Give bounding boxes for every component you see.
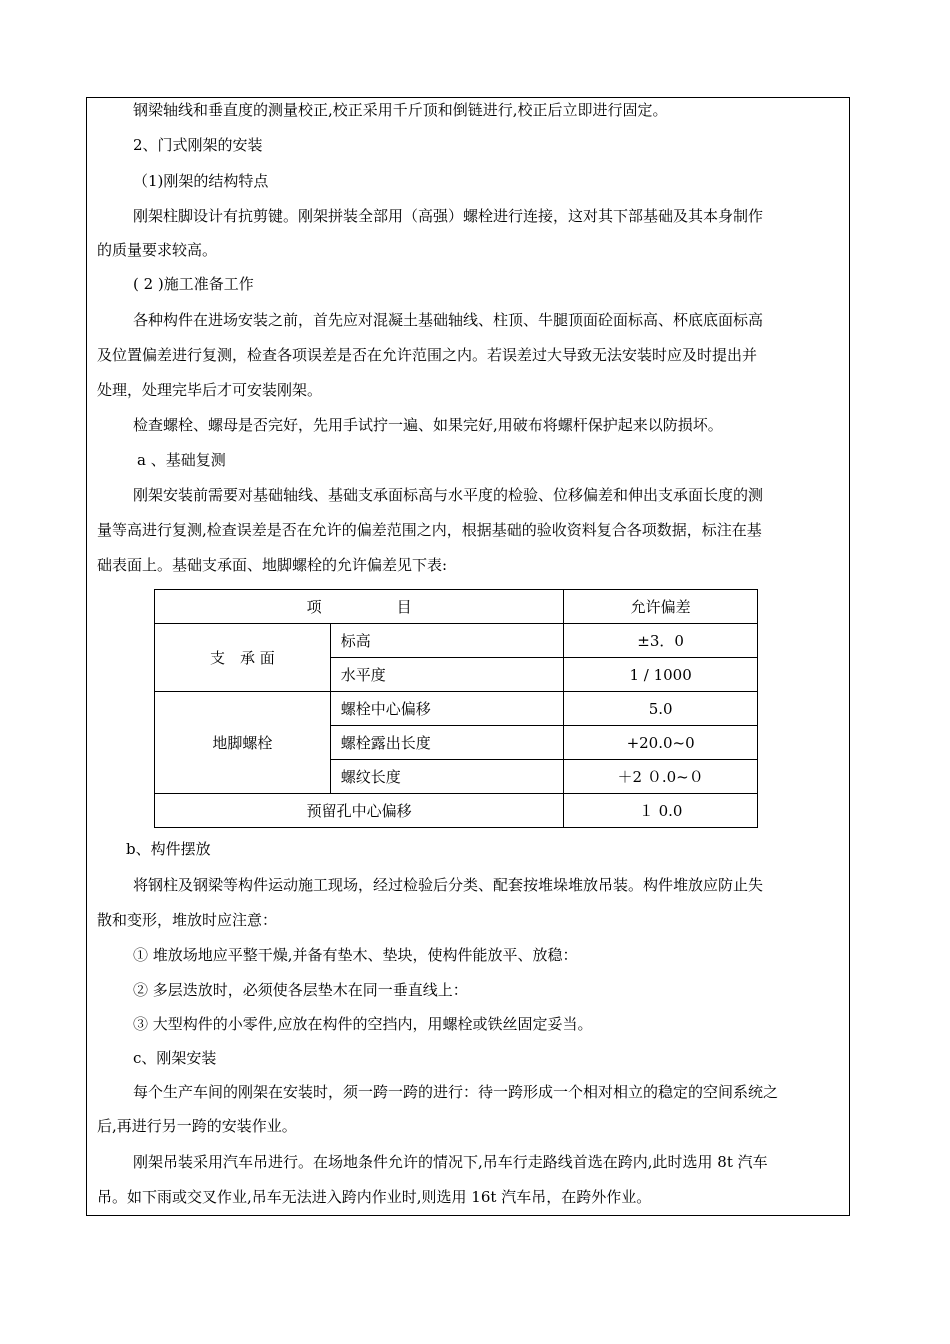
- paragraph-line: 及位置偏差进行复测，检查各项误差是否在允许范围之内。若误差过大导致无法安装时应及时提出并: [97, 346, 758, 364]
- list-item: ① 堆放场地应平整干燥,并备有垫木、垫块，使构件能放平、放稳：: [133, 946, 578, 964]
- subsection-heading: ( 2 )施工准备工作: [133, 275, 254, 293]
- paragraph-line: 础表面上。基础支承面、地脚螺栓的允许偏差见下表:: [97, 556, 448, 574]
- table-row: [155, 624, 758, 658]
- paragraph-line: 各种构件在进场安装之前，首先应对混凝土基础轴线、柱顶、牛腿顶面砼面标高、杯底底面标高: [133, 311, 764, 329]
- paragraph-line: 处理，处理完毕后才可安装刚架。: [97, 381, 323, 399]
- item-heading: b、构件摆放: [126, 840, 211, 858]
- section-heading: 2、门式刚架的安装: [133, 136, 263, 154]
- paragraph-line: 检查螺栓、螺母是否完好，先用手试拧一遍、如果完好,用破布将螺杆保护起来以防损坏。: [133, 416, 723, 434]
- subsection-heading: （1)刚架的结构特点: [133, 172, 269, 190]
- table-row: [155, 692, 758, 726]
- table-tolerance-cell: 5.0: [564, 692, 758, 726]
- paragraph-line: 吊。如下雨或交叉作业,吊车无法进入跨内作业时,则选用 16t 汽车吊，在跨外作业。: [97, 1188, 652, 1206]
- table-item-cell: 螺栓露出长度: [330, 726, 564, 760]
- table-item-cell: 螺栓中心偏移: [330, 692, 564, 726]
- item-heading: c、刚架安装: [133, 1049, 217, 1067]
- paragraph-line: 每个生产车间的刚架在安装时，须一跨一跨的进行：待一跨形成一个相对相立的稳定的空间系统之: [133, 1083, 779, 1101]
- paragraph-line: 将钢柱及钢梁等构件运动施工现场，经过检验后分类、配套按堆垛堆放吊装。构件堆放应防止失: [133, 876, 764, 894]
- paragraph-line: 的质量要求较高。: [97, 241, 218, 259]
- table-item-cell: 螺纹长度: [330, 760, 564, 794]
- table-item-cell: 标高: [330, 624, 564, 658]
- list-item: ② 多层迭放时，必须使各层垫木在同一垂直线上：: [133, 981, 468, 999]
- tolerance-table: [154, 589, 758, 828]
- table-item-cell: 水平度: [330, 658, 564, 692]
- table-tolerance-cell: ±3．0: [564, 624, 758, 658]
- paragraph-line: 后,再进行另一跨的安装作业。: [97, 1117, 297, 1135]
- table-tolerance-cell: １ 0.0: [564, 794, 758, 828]
- table-header-item: 项 目: [155, 590, 564, 624]
- table-group-cell: 地脚螺栓: [155, 692, 331, 794]
- table-row: [155, 794, 758, 828]
- table-item-cell: 预留孔中心偏移: [155, 794, 564, 828]
- table-group-cell: 支 承 面: [155, 624, 331, 692]
- list-item: ③ 大型构件的小零件,应放在构件的空挡内，用螺栓或铁丝固定妥当。: [133, 1015, 593, 1033]
- table-tolerance-cell: +20.0~0: [564, 726, 758, 760]
- table-header-tolerance: 允许偏差: [564, 590, 758, 624]
- paragraph-line: 量等高进行复测,检查误差是否在允许的偏差范围之内，根据基础的验收资料复合各项数据，标注在基: [97, 521, 762, 539]
- paragraph-line: 刚架吊装采用汽车吊进行。在场地条件允许的情况下,吊车行走路线首选在跨内,此时选用 8t 汽车: [133, 1153, 768, 1171]
- paragraph-line: 钢梁轴线和垂直度的测量校正,校正采用千斤顶和倒链进行,校正后立即进行固定。: [133, 101, 668, 119]
- paragraph-line: 刚架柱脚设计有抗剪键。刚架拼装全部用（高强）螺栓进行连接，这对其下部基础及其本身制作: [133, 207, 764, 225]
- item-heading: a 、基础复测: [137, 451, 226, 469]
- table-tolerance-cell: 1 / 1000: [564, 658, 758, 692]
- table-tolerance-cell: ＋2 ０.0~０: [564, 760, 758, 794]
- table-header-row: [155, 590, 758, 624]
- paragraph-line: 刚架安装前需要对基础轴线、基础支承面标高与水平度的检验、位移偏差和伸出支承面长度的测: [133, 486, 764, 504]
- paragraph-line: 散和变形，堆放时应注意：: [97, 911, 278, 929]
